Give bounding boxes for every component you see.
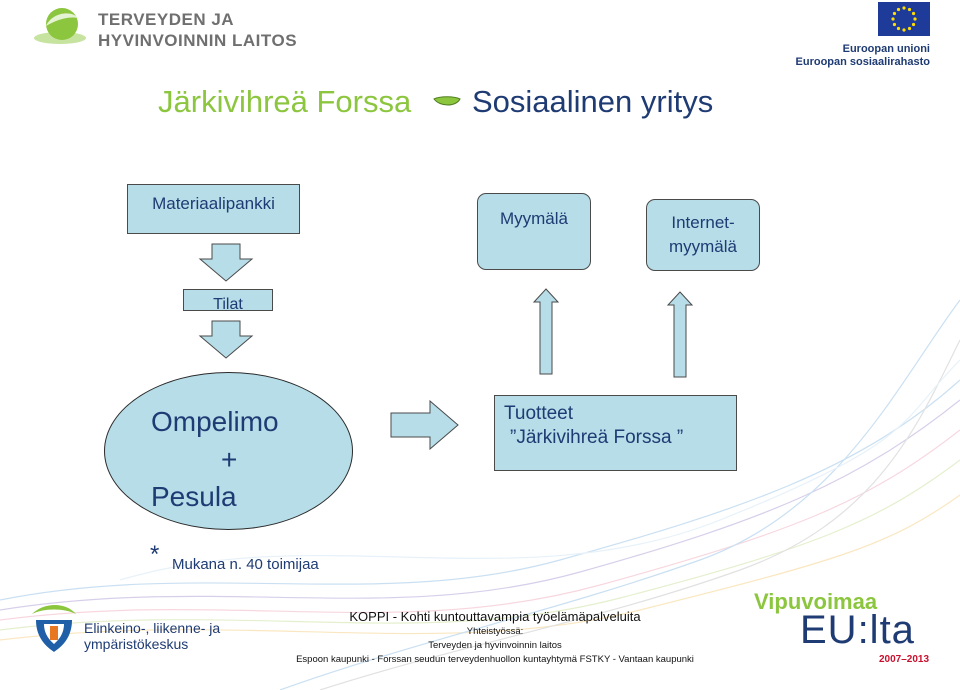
products-line2: ”Järkivihreä Forssa ” [510, 427, 684, 448]
partners-label: Yhteistyössä: [466, 626, 524, 637]
thl-name [98, 9, 297, 51]
circle-line1: Ompelimo [151, 406, 279, 437]
internet-line1: Internet- [671, 213, 735, 232]
products-line1: Tuotteet [504, 403, 574, 424]
arrow-right [390, 400, 460, 450]
eulta-text: EU:lta [800, 608, 915, 652]
eu-text [796, 43, 930, 69]
eu-star [902, 6, 905, 9]
circle-line2: + [221, 444, 238, 475]
title-right: Sosiaalinen yritys [472, 84, 714, 119]
internet-line2: myymälä [668, 237, 737, 256]
leaf-icon [432, 96, 462, 110]
eu-star [902, 28, 905, 31]
eu-star [912, 12, 915, 15]
arrow-down-1 [198, 243, 254, 283]
eu-star [912, 23, 915, 26]
arrow-up-2 [666, 291, 694, 379]
eu-star [897, 27, 900, 30]
eu-star [891, 17, 894, 20]
arrow-up-1 [532, 288, 560, 376]
eu-star [908, 27, 911, 30]
internet-myymala-box [646, 199, 760, 271]
footer-center [280, 608, 710, 667]
thl-name-line1: TERVEYDEN JA [98, 10, 235, 29]
eu-star [897, 8, 900, 11]
eu-star [913, 17, 916, 20]
tilat-box: Tilat [183, 289, 273, 311]
materiaalipankki-box: Materiaalipankki [127, 184, 300, 234]
project-name: KOPPI - Kohti kuntouttavampia työelämäpalveluita [349, 609, 641, 624]
eu-line1: Euroopan unioni [842, 43, 930, 55]
thl-name-line2: HYVINVOINNIN LAITOS [98, 31, 298, 50]
years-text: 2007–2013 [879, 654, 930, 665]
eu-star [893, 23, 896, 26]
ely-line1: Elinkeino-, liikenne- ja [84, 620, 221, 636]
eu-star [893, 12, 896, 15]
thl-logo-icon [32, 4, 90, 46]
myymala-box: Myymälä [477, 193, 591, 270]
note-text: Mukana n. 40 toimijaa [172, 556, 319, 573]
partner-main: Terveyden ja hyvinvoinnin laitos [428, 640, 562, 651]
tuotteet-box [494, 395, 737, 471]
eu-flag-icon [878, 2, 930, 36]
vipuvoimaa-text: Vipuvoimaa [754, 589, 878, 614]
ely-logo-icon [30, 604, 78, 654]
ely-text [84, 620, 220, 652]
arrow-down-2 [198, 320, 254, 360]
eu-line2: Euroopan sosiaalirahasto [795, 56, 930, 68]
circle-line3: Pesula [151, 481, 237, 512]
partners-list: Espoon kaupunki - Forssan seudun terveydenhuollon kuntayhtymä FSTKY - Vantaan kaupunki [296, 654, 694, 665]
title-left: Järkivihreä Forssa [158, 84, 412, 119]
eu-star [908, 8, 911, 11]
ely-line2: ympäristökeskus [84, 636, 189, 652]
note-star: * [150, 541, 160, 568]
ompelimo-pesula-circle [104, 372, 353, 530]
